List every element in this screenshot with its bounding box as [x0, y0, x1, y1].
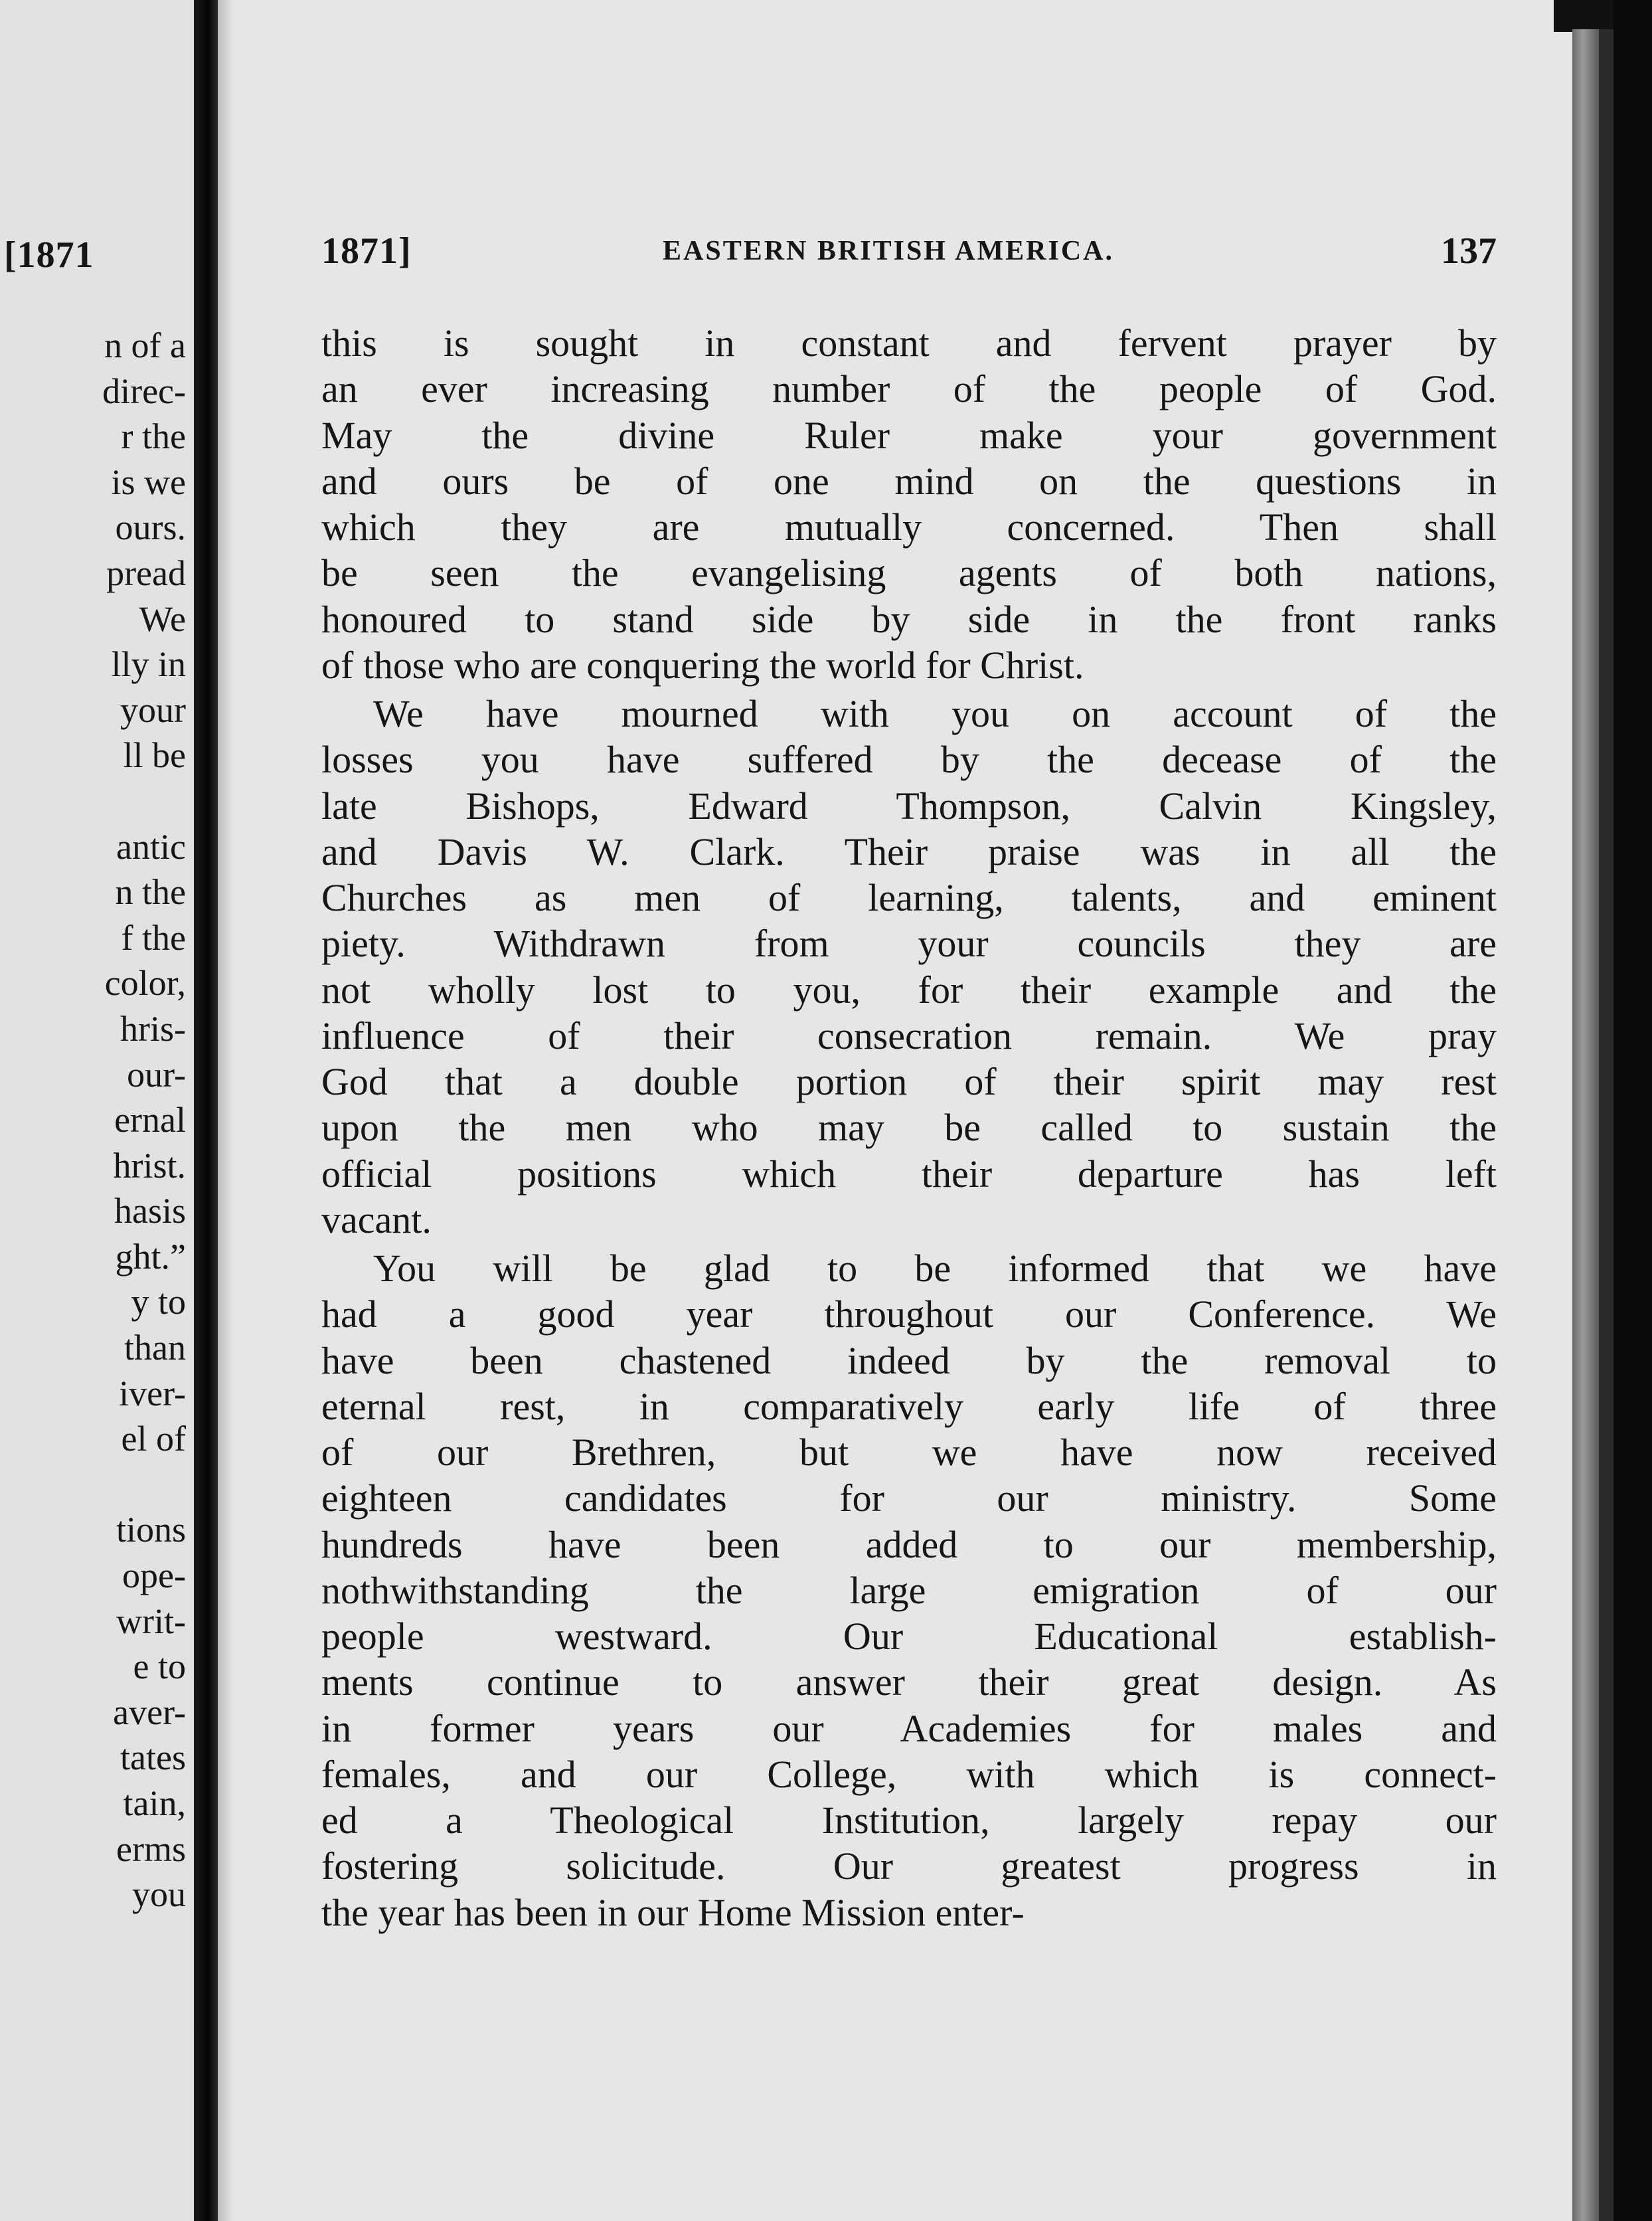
previous-page-text [0, 323, 186, 1917]
text-line: ments continue to answer their great design. As [321, 1660, 1497, 1704]
previous-page-line: n the [115, 872, 186, 913]
text-line: of those who are conquering the world for Christ. [321, 643, 1084, 687]
previous-page-line: We [139, 598, 186, 639]
text-line: hundreds have been added to our membership, [321, 1522, 1497, 1566]
text-line: eighteen candidates for our ministry. Some [321, 1476, 1497, 1520]
previous-page-edge [0, 0, 194, 2221]
previous-page-line: ours. [115, 507, 186, 548]
previous-page-line: n of a [104, 325, 186, 365]
text-line: You will be glad to be informed that we have [373, 1247, 1497, 1290]
text-line: females, and our College, with which is connect- [321, 1752, 1497, 1796]
page-number: 137 [1441, 230, 1497, 272]
previous-page-line: is we [111, 462, 186, 502]
previous-page-line: hris- [120, 1008, 186, 1049]
text-line: vacant. [321, 1198, 432, 1241]
text-line: and ours be of one mind on the questions in [321, 459, 1497, 503]
previous-page-header: [1871 [4, 234, 94, 276]
previous-page-line: ll be [123, 735, 186, 776]
text-line: which they are mutually concerned. Then shall [321, 505, 1497, 549]
text-line: an ever increasing number of the people of God. [321, 367, 1497, 411]
text-line: be seen the evangelising agents of both nations, [321, 551, 1497, 595]
previous-page-line: hasis [114, 1191, 186, 1231]
text-line: in former years our Academies for males and [321, 1706, 1497, 1750]
previous-page-line: than [124, 1328, 186, 1368]
previous-page-line: color, [104, 963, 186, 1004]
previous-page-line: erms [116, 1828, 186, 1869]
body-text [321, 320, 1497, 1935]
text-line: eternal rest, in comparatively early life of three [321, 1384, 1497, 1428]
previous-page-line: y to [131, 1282, 186, 1322]
paragraph [321, 1245, 1497, 1935]
text-line: of our Brethren, but we have now received [321, 1431, 1497, 1474]
paragraph [321, 691, 1497, 1243]
text-line: losses you have suffered by the decease of the [321, 738, 1497, 782]
previous-page-line: ernal [114, 1100, 186, 1140]
text-line: people westward. Our Educational establish- [321, 1615, 1497, 1658]
previous-page-line: e to [133, 1646, 186, 1687]
previous-page-line: iver- [119, 1373, 186, 1413]
text-line: May the divine Ruler make your government [321, 413, 1497, 457]
text-line: piety. Withdrawn from your councils they are [321, 922, 1497, 966]
previous-page-line: tates [120, 1737, 186, 1778]
book-page [218, 0, 1572, 2221]
previous-page-line: lly in [111, 644, 186, 685]
previous-page-line [0, 778, 186, 824]
text-line: God that a double portion of their spirit may rest [321, 1060, 1497, 1103]
text-line: upon the men who may be called to sustain the [321, 1106, 1497, 1150]
text-line: had a good year throughout our Conference. We [321, 1292, 1497, 1336]
running-title: EASTERN BRITISH AMERICA. [663, 236, 1114, 266]
previous-page-line: tions [116, 1510, 186, 1550]
previous-page-line: ope- [122, 1555, 186, 1596]
book-gutter [194, 0, 218, 2221]
page-stack-shadow [1599, 29, 1613, 2221]
text-line: not wholly lost to you, for their example and the [321, 968, 1497, 1012]
previous-page-line: our- [127, 1054, 186, 1095]
text-line: have been chastened indeed by the removal to [321, 1338, 1497, 1382]
previous-page-line [0, 1462, 186, 1508]
text-line: We have mourned with you on account of the [373, 692, 1497, 735]
scan-border-right [1613, 0, 1652, 2221]
text-line: the year has been in our Home Mission enter- [321, 1890, 1025, 1934]
header-year: 1871] [321, 230, 412, 272]
running-header [321, 230, 1497, 278]
previous-page-line: r the [121, 416, 186, 457]
text-line: nothwithstanding the large emigration of our [321, 1568, 1497, 1612]
previous-page-line: tain, [123, 1783, 186, 1823]
previous-page-line: f the [121, 917, 186, 958]
previous-page-line: ght.” [115, 1236, 186, 1277]
text-line: late Bishops, Edward Thompson, Calvin Kingsley, [321, 784, 1497, 828]
text-line: ed a Theological Institution, largely repay our [321, 1799, 1497, 1842]
page-stack-edge [1572, 29, 1599, 2221]
previous-page-line: el of [121, 1419, 186, 1459]
previous-page-line: you [132, 1874, 186, 1915]
previous-page-line: writ- [116, 1601, 186, 1641]
previous-page-line: your [120, 689, 186, 730]
text-line: official positions which their departure has left [321, 1152, 1497, 1196]
previous-page-line: hrist. [113, 1145, 186, 1186]
text-line: and Davis W. Clark. Their praise was in all the [321, 830, 1497, 873]
previous-page-line: antic [116, 826, 186, 867]
text-line: fostering solicitude. Our greatest progress in [321, 1844, 1497, 1888]
previous-page-line: aver- [113, 1692, 186, 1732]
text-line: this is sought in constant and fervent prayer by [321, 321, 1497, 365]
paragraph [321, 320, 1497, 688]
text-line: Churches as men of learning, talents, and eminent [321, 876, 1497, 919]
text-line: honoured to stand side by side in the front ranks [321, 597, 1497, 641]
previous-page-line: direc- [102, 371, 186, 411]
previous-page-line: pread [106, 553, 186, 593]
text-line: influence of their consecration remain. We pray [321, 1014, 1497, 1057]
